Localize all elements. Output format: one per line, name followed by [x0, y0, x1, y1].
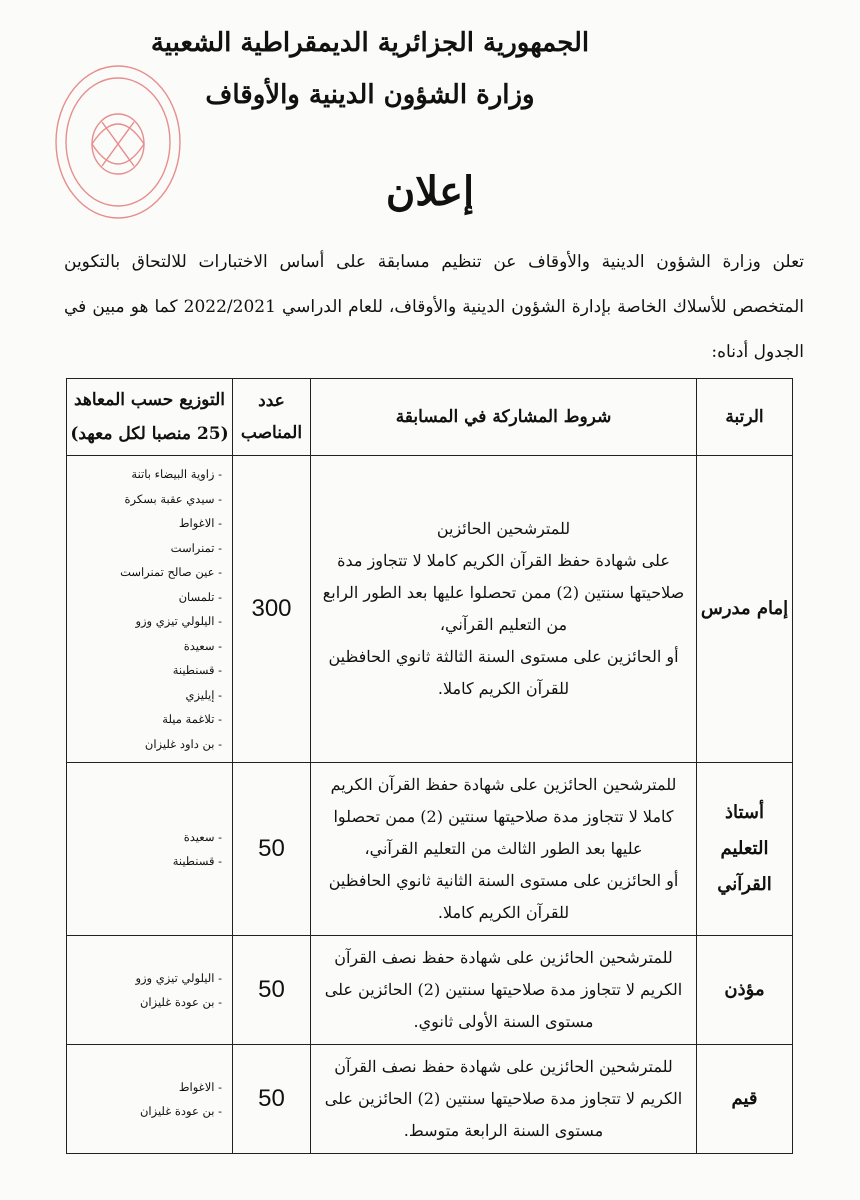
institutes-cell [67, 936, 233, 1045]
header-line-1: الجمهورية الجزائرية الديمقراطية الشعبية [150, 28, 590, 58]
institute-item: - سعيدة [183, 829, 222, 844]
institute-item: - الاغواط [178, 1079, 222, 1094]
table-row [67, 456, 793, 763]
table-row [67, 1045, 793, 1154]
institutes-cell [67, 763, 233, 936]
institute-item: - اليلولي تيزي وزو [135, 614, 222, 628]
institutes-list [73, 825, 222, 874]
institutes-cell [67, 456, 233, 763]
institutes-cell [67, 1045, 233, 1154]
positions-cell: 50 [233, 936, 311, 1045]
institute-item: - تلاغمة ميلة [162, 712, 222, 726]
positions-table [66, 378, 793, 1154]
header-positions-label: عدد المناصب [240, 391, 303, 443]
rank-cell: إمام مدرس [697, 456, 793, 763]
rank-cell: مؤذن [697, 936, 793, 1045]
positions-cell: 50 [233, 1045, 311, 1154]
table-header-row [67, 379, 793, 456]
condition-line: للمترشحين الحائزين [436, 519, 571, 538]
table-row [67, 763, 793, 936]
announcement-title: إعلان [385, 168, 475, 215]
institute-item: - إيليزي [185, 687, 222, 702]
header-line-2: وزارة الشؤون الدينية والأوقاف [205, 80, 535, 110]
institute-item: - قسنطينة [172, 854, 222, 868]
conditions-cell [311, 1045, 697, 1154]
condition-line: للمترشحين الحائزين على شهادة حفظ نصف القرآن الكريم لا تتجاوز مدة صلاحيتها سنتين (2) الحائزين على مستوى السنة الرابعة متوسط. [324, 1057, 683, 1140]
rank-cell: قيم [697, 1045, 793, 1154]
rank-cell: أستاذ التعليم القرآني [697, 763, 793, 936]
condition-line: للمترشحين الحائزين على شهادة حفظ نصف القرآن الكريم لا تتجاوز مدة صلاحيتها سنتين (2) الحائزين على مستوى السنة الأولى ثانوي. [324, 948, 683, 1031]
institute-item: - زاوية البيضاء باتنة [131, 467, 222, 481]
conditions-cell [311, 763, 697, 936]
conditions-cell [311, 456, 697, 763]
positions-cell: 300 [233, 456, 311, 763]
condition-line: على شهادة حفظ القرآن الكريم كاملا لا تتجاوز مدة صلاحيتها سنتين (2) ممن تحصلوا عليها بعد الطور الرابع من التعليم القرآني، [322, 551, 685, 634]
header-conditions: شروط المشاركة في المسابقة [311, 379, 697, 456]
header-positions [233, 379, 311, 456]
institute-item: - سعيدة [183, 638, 222, 653]
conditions-cell [311, 936, 697, 1045]
institute-item: - سيدي عقبة بسكرة [124, 491, 222, 506]
institutes-list [73, 1075, 222, 1124]
positions-cell: 50 [233, 763, 311, 936]
institute-item: - تمنراست [170, 540, 222, 555]
intro-paragraph: تعلن وزارة الشؤون الدينية والأوقاف عن تنظيم مسابقة على أساس الاختبارات للالتحاق بالتكوين المتخصص للأسلاك الخاصة بإدارة الشؤون الدينية والأوقاف، للعام الدراسي 2022/2021 كما هو مبين في الجدول أدناه: [64, 252, 804, 362]
header-distribution-sub: (25 منصبا لكل معهد) [70, 424, 229, 444]
institutes-list [73, 966, 222, 1015]
header-distribution [67, 379, 233, 456]
institute-item: - بن عودة غليزان [139, 995, 222, 1009]
condition-line: أو الحائزين على مستوى السنة الثانية ثانوي الحافظين للقرآن الكريم كاملا. [328, 871, 679, 922]
institute-item: - اليلولي تيزي وزو [135, 970, 222, 985]
institute-item: - قسنطينة [172, 663, 222, 677]
condition-line: أو الحائزين على مستوى السنة الثالثة ثانوي الحافظين للقرآن الكريم كاملا. [328, 647, 679, 698]
institute-item: - الاغواط [178, 516, 222, 530]
institutes-list [73, 462, 222, 756]
institute-item: - بن داود غليزان [144, 736, 222, 751]
header-distribution-label: التوزيع حسب المعاهد [73, 390, 225, 410]
header-rank: الرتبة [697, 379, 793, 456]
institute-item: - عين صالح تمنراست [120, 565, 222, 579]
condition-line: للمترشحين الحائزين على شهادة حفظ القرآن الكريم كاملا لا تتجاوز مدة صلاحيتها سنتين (2) ممن تحصلوا عليها بعد الطور الثالث من التعليم القرآني، [330, 775, 677, 858]
table-row [67, 936, 793, 1045]
institute-item: - بن عودة غليزان [139, 1104, 222, 1118]
institute-item: - تلمسان [178, 589, 222, 604]
